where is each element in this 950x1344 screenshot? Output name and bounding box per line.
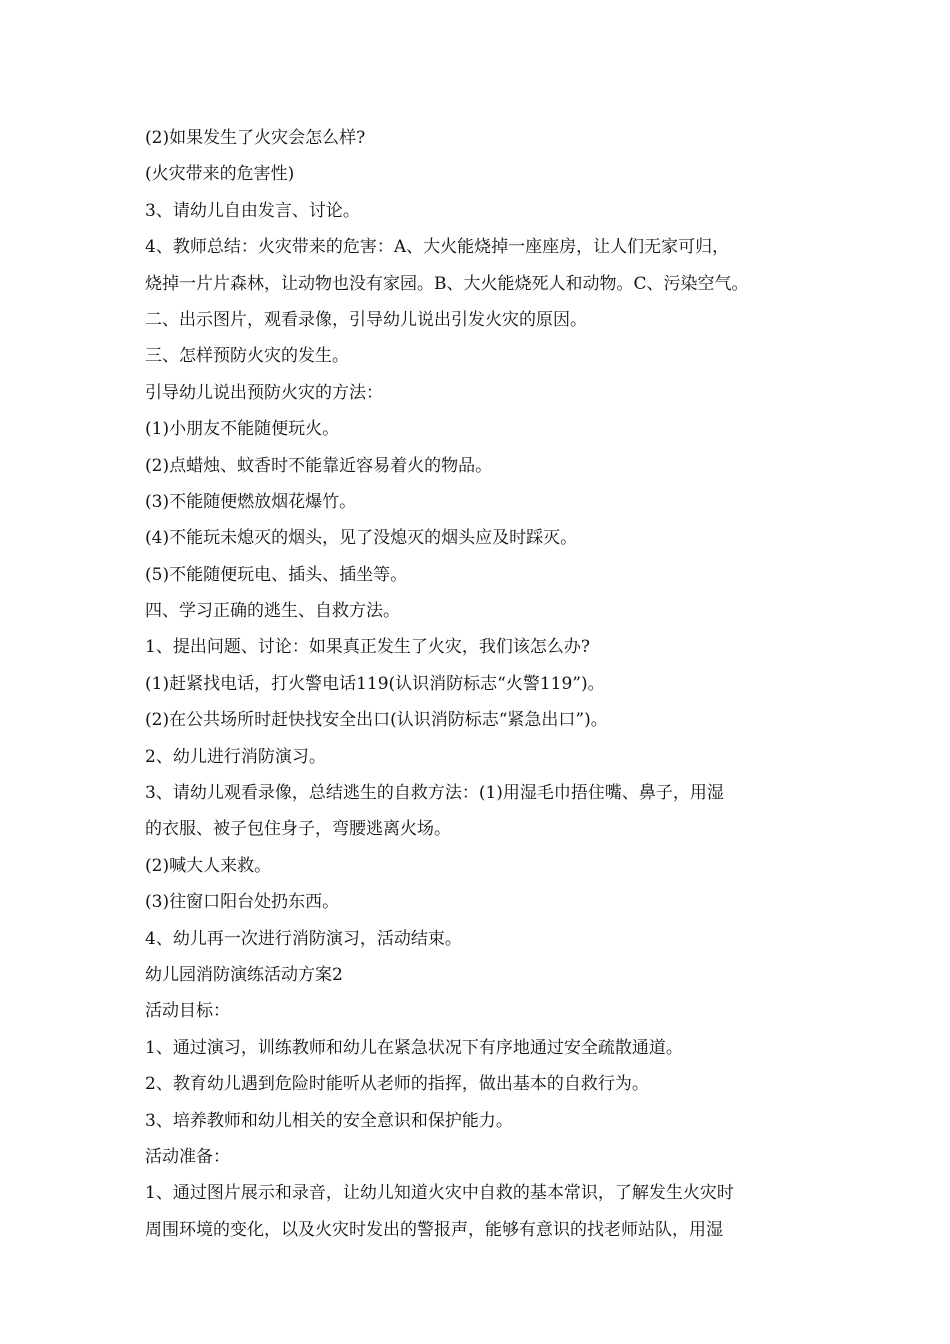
- text-line: 1、提出问题、讨论：如果真正发生了火灾，我们该怎么办?: [145, 637, 590, 658]
- text-line: 2、教育幼儿遇到危险时能听从老师的指挥，做出基本的自救行为。: [145, 1074, 649, 1095]
- text-line: 周围环境的变化，以及火灾时发出的警报声，能够有意识的找老师站队，用湿: [145, 1219, 723, 1240]
- text-line: (3)不能随便燃放烟花爆竹。: [145, 491, 357, 512]
- text-line: (3)往窗口阳台处扔东西。: [145, 892, 340, 913]
- text-line: (2)点蜡烛、蚊香时不能靠近容易着火的物品。: [145, 455, 493, 476]
- text-line: (1)小朋友不能随便玩火。: [145, 419, 340, 440]
- text-line: (2)如果发生了火灾会怎么样?: [145, 128, 366, 148]
- text-line: 3、请幼儿自由发言、讨论。: [145, 200, 360, 221]
- text-line: (4)不能玩未熄灭的烟头，见了没熄灭的烟头应及时踩灭。: [145, 528, 578, 549]
- text-line: 3、培养教师和幼儿相关的安全意识和保护能力。: [145, 1110, 513, 1131]
- text-line: 三、怎样预防火灾的发生。: [145, 346, 349, 367]
- text-line: (火灾带来的危害性): [145, 164, 295, 185]
- text-line: 4、教师总结：火灾带来的危害：A、大火能烧掉一座座房，让人们无家可归，: [145, 237, 730, 258]
- document-body: [145, 120, 825, 1248]
- text-line: 活动准备：: [145, 1146, 230, 1167]
- text-line: 1、通过图片展示和录音，让幼儿知道火灾中自救的基本常识，了解发生火灾时: [145, 1183, 734, 1204]
- text-line: 二、出示图片，观看录像，引导幼儿说出引发火灾的原因。: [145, 309, 587, 330]
- text-line: (2)喊大人来救。: [145, 855, 272, 876]
- text-line: 的衣服、被子包住身子，弯腰逃离火场。: [145, 819, 451, 840]
- text-line: 2、幼儿进行消防演习。: [145, 746, 326, 767]
- text-line: 烧掉一片片森林，让动物也没有家园。B、大火能烧死人和动物。C、污染空气。: [145, 273, 749, 294]
- section-heading: 幼儿园消防演练活动方案2: [145, 964, 343, 985]
- text-line: (5)不能随便玩电、插头、插坐等。: [145, 564, 408, 585]
- text-line: 活动目标：: [145, 1001, 230, 1022]
- text-line: 4、幼儿再一次进行消防演习，活动结束。: [145, 928, 462, 949]
- text-line: 引导幼儿说出预防火灾的方法：: [145, 382, 383, 403]
- text-line: (1)赶紧找电话，打火警电话119(认识消防标志“火警119”)。: [145, 673, 605, 694]
- text-line: (2)在公共场所时赶快找安全出口(认识消防标志“紧急出口”)。: [145, 710, 608, 731]
- text-line: 四、学习正确的逃生、自救方法。: [145, 601, 400, 622]
- text-line: 3、请幼儿观看录像，总结逃生的自救方法：(1)用湿毛巾捂住嘴、鼻子，用湿: [145, 783, 724, 804]
- text-line: 1、通过演习，训练教师和幼儿在紧急状况下有序地通过安全疏散通道。: [145, 1037, 683, 1058]
